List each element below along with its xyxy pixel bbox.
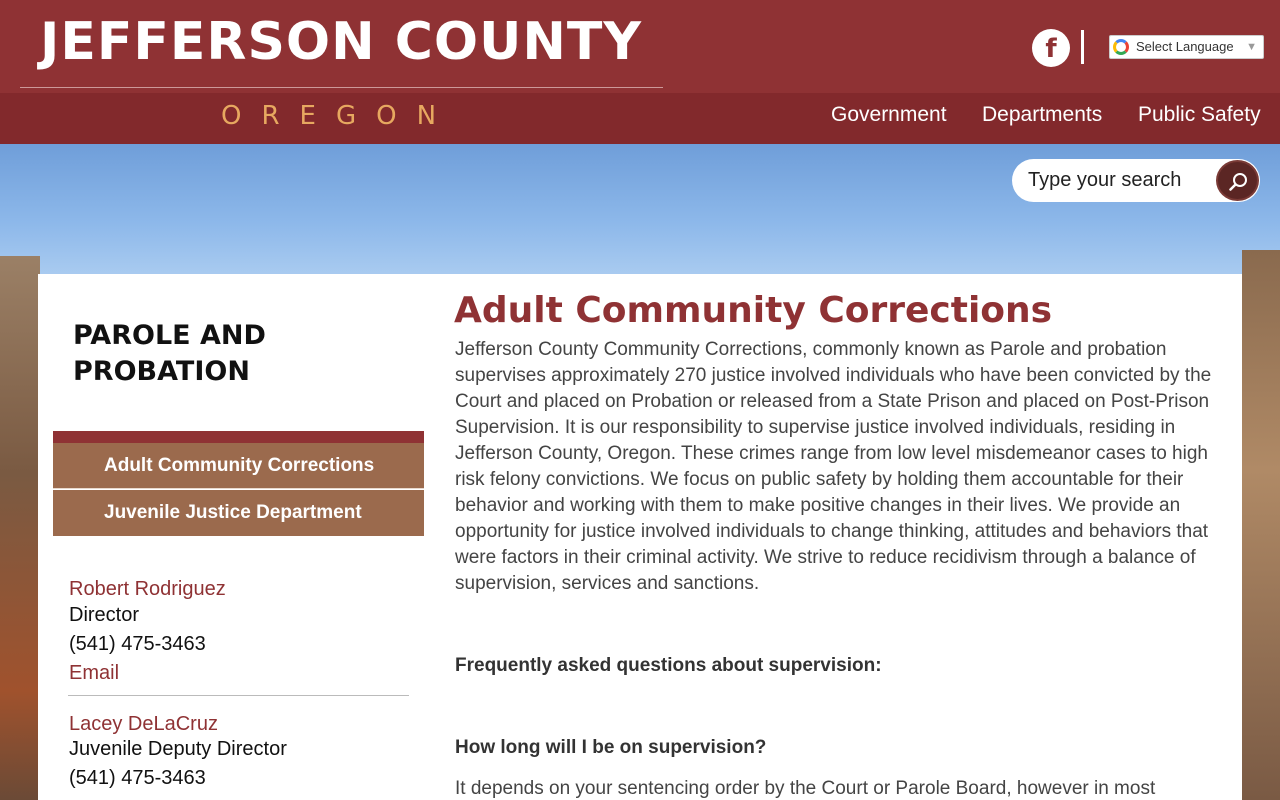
chevron-down-icon: ▼ (1246, 41, 1257, 53)
contact-email-link[interactable]: Email (69, 662, 120, 684)
search-input[interactable] (1028, 159, 1218, 202)
site-header (0, 0, 1280, 93)
google-icon (1113, 39, 1129, 55)
contact-name[interactable]: Robert Rodriguez (69, 578, 226, 600)
nav-departments[interactable]: Departments (982, 103, 1103, 126)
site-subtitle: OREGON (221, 101, 457, 131)
language-select-label: Select Language (1136, 39, 1234, 54)
title-divider (20, 87, 663, 88)
contact-role: Juvenile Deputy Director (69, 738, 287, 760)
header-separator (1081, 30, 1084, 64)
contact-phone: (541) 475-3463 (69, 767, 206, 789)
contact-role: Director (69, 604, 140, 626)
contact-name[interactable]: Lacey DeLaCruz (69, 713, 218, 735)
hero-scenery-left (0, 256, 40, 800)
intro-paragraph: Jefferson County Community Corrections, commonly known as Parole and probation supervises approximately 270 justice involved individuals who have been convicted by the Court and placed on Probation or released from a State Prison and placed on Post-Prison Supervision. It is our responsibility to supervise justice involved individuals, residing in Jefferson County, Oregon. These crimes range from low level misdemeanor cases to high risk felony convictions. We focus on public safety by holding them accountable for their behavior and working with them to make positive changes in their lives. We provide an opportunity for justice involved individuals to change thinking, attitudes and behaviors that were factors in their criminal activity. We strive to reduce recidivism through a balance of supervision, services and sanctions. (455, 339, 1212, 594)
sidebar-item-adult-community-corrections[interactable]: Adult Community Corrections (53, 443, 424, 489)
nav-government[interactable]: Government (831, 103, 947, 126)
page-title: Adult Community Corrections (454, 290, 1053, 331)
sidebar-nav-bar (53, 431, 424, 443)
search-icon (1229, 172, 1249, 192)
hero-scenery-right (1242, 250, 1280, 800)
faq-heading: Frequently asked questions about supervision: (455, 655, 882, 676)
contact-divider (68, 695, 409, 696)
faq-answer: It depends on your sentencing order by the Court or Parole Board, however in most (455, 778, 1156, 799)
nav-public-safety[interactable]: Public Safety (1138, 103, 1261, 126)
main-nav (0, 93, 1280, 144)
facebook-icon[interactable]: f (1032, 29, 1070, 67)
sidebar-title: PAROLE AND PROBATION (73, 320, 266, 387)
language-select[interactable] (1109, 35, 1264, 59)
faq-question: How long will I be on supervision? (455, 737, 767, 758)
site-title[interactable]: JEFFERSON COUNTY (40, 12, 642, 72)
search-button[interactable] (1216, 160, 1259, 201)
sidebar-item-juvenile-justice[interactable]: Juvenile Justice Department (53, 490, 424, 536)
contact-phone: (541) 475-3463 (69, 633, 206, 655)
